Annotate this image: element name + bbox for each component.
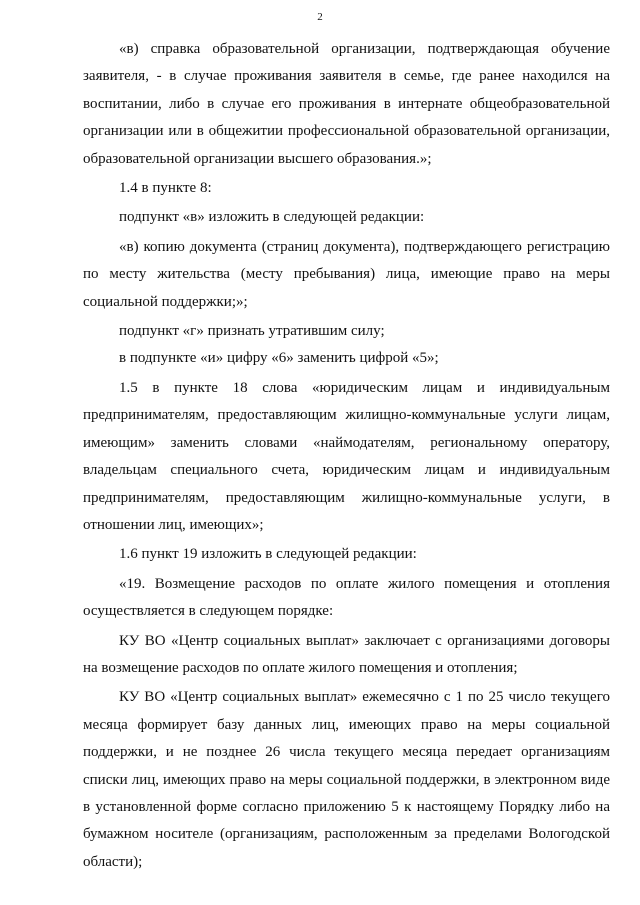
paragraph-monthly-database: КУ ВО «Центр социальных выплат» ежемесячно с 1 по 25 число текущего месяца формирует базу данных лиц, имеющих право на меры социальной поддержки, и не позднее 26 числа текущего месяца передает организациям списки лиц, имеющих право на меры социальной поддержки, в электронном виде в установленной форме согласно приложению 5 к настоящему Порядку либо на бумажном носителе (организациям, расположенным за пределами Вологодской области);: [83, 689, 610, 870]
paragraph-subitem-v-heading: подпункт «в» изложить в следующей редакции:: [119, 209, 425, 226]
paragraph-subitem-v-text: «в) копию документа (страниц документа), подтверждающего регистрацию по месту жительства (месту пребывания) лица, имеющие право на меры социальной поддержки;»;: [83, 238, 610, 310]
document-body: [83, 36, 610, 876]
paragraph-subitem-g: подпункт «г» признать утратившим силу;: [119, 323, 385, 340]
paragraph-point-19: «19. Возмещение расходов по оплате жилого помещения и отопления осуществляется в следующем порядке:: [83, 575, 610, 620]
page-number: 2: [317, 11, 323, 23]
paragraph-item-1-5: 1.5 в пункте 18 слова «юридическим лицам и индивидуальным предпринимателям, предоставляющим жилищно-коммунальные услуги лицам, имеющим» заменить словами «наймодателям, региональному оператору, владельцам специального счета, юридическим лицам и индивидуальным предпринимателям, предоставляющим жилищно-коммунальные услуги, в отношении лиц, имеющих»;: [83, 379, 610, 533]
paragraph-item-1-6: 1.6 пункт 19 изложить в следующей редакции:: [119, 546, 417, 563]
paragraph-item-1-4: 1.4 в пункте 8:: [119, 180, 212, 197]
paragraph-subitem-i: в подпункте «и» цифру «6» заменить цифрой «5»;: [119, 350, 439, 367]
paragraph-certificate: «в) справка образовательной организации, подтверждающая обучение заявителя, - в случае проживания заявителя в семье, где ранее находился на воспитании, либо в случае его проживания в интернате общеобразовательной организации или в общежитии профессиональной образовательной организации, образовательной организации высшего образования.»;: [83, 41, 610, 167]
paragraph-contracts: КУ ВО «Центр социальных выплат» заключает с организациями договоры на возмещение расходов по оплате жилого помещения и отопления;: [83, 632, 610, 676]
